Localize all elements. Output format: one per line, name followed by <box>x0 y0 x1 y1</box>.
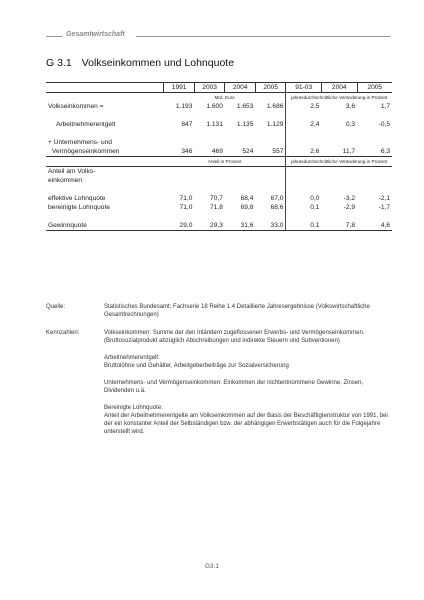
table-cell: 1.129 <box>266 121 284 128</box>
unit-label-change: jahresdurchschnittliche Veränderung in Prozent <box>286 93 392 103</box>
table-cell: 1.686 <box>266 103 284 110</box>
table-cell: 1.193 <box>175 103 193 110</box>
table-cell: 29,3 <box>194 221 225 231</box>
table-row <box>46 203 392 212</box>
definitions-key: Kennzahlen: <box>46 330 80 336</box>
page-number: G3.1 <box>204 563 220 570</box>
table-corner <box>46 83 164 93</box>
graphic-id: G 3.1 <box>46 57 72 69</box>
table-cell: 11,7 <box>321 147 357 157</box>
table-cell: 847 <box>181 121 193 128</box>
table-cell: 469 <box>194 147 225 157</box>
table-row <box>46 102 392 111</box>
source-key: Quelle: <box>46 304 66 310</box>
table-cell: 1,7 <box>380 103 390 110</box>
unit-row <box>46 93 392 103</box>
table-row <box>46 194 392 203</box>
row-label: + Unternehmens- und <box>48 139 112 146</box>
source-note <box>46 303 392 319</box>
notes-section <box>46 303 392 455</box>
year-header: 91-03 <box>286 83 322 93</box>
year-header: 2005 <box>255 83 286 93</box>
graphic-title <box>46 57 244 69</box>
table-row <box>46 120 392 129</box>
row-label: Vermögenseinkommen <box>46 147 164 157</box>
header-rule-left <box>46 36 62 37</box>
year-header: 1991 <box>164 83 195 93</box>
table-cell: 29,0 <box>164 221 195 231</box>
table-cell: 1.653 <box>236 103 254 110</box>
row-label: Volkseinkommen = <box>48 103 104 110</box>
table-cell: 70,7 <box>210 195 223 202</box>
header-rule-right <box>136 36 390 37</box>
table-row <box>46 221 392 231</box>
table-cell: 71,0 <box>179 195 193 202</box>
table-cell: 31,6 <box>225 221 256 231</box>
unit-row-share <box>46 157 392 167</box>
table-cell: 68,4 <box>240 195 254 202</box>
unit-label-change-2: jahresdurchschnittliche Veränderung in Prozent <box>286 157 392 167</box>
definition-heading: Bereinigte Lohnquote: <box>104 405 163 411</box>
table-cell: 3,6 <box>345 103 356 110</box>
table-cell: 524 <box>225 147 256 157</box>
year-header: 2003 <box>194 83 225 93</box>
table-cell: 69,8 <box>240 204 254 211</box>
table-row <box>46 147 392 157</box>
table-cell: 2,6 <box>286 147 322 157</box>
definitions-note <box>46 329 392 445</box>
income-table <box>46 82 392 231</box>
table-cell: -1,7 <box>378 204 390 211</box>
table-cell: 0,0 <box>286 194 322 203</box>
unit-label-abs: Mrd. Euro <box>214 95 235 100</box>
definition-text: Bruttolöhne und Gehälter, Arbeitgeberbeiträge zur Sozialversicherung <box>104 363 289 369</box>
row-label: effektive Lohnquote <box>48 195 106 202</box>
table-row <box>46 176 392 185</box>
table-cell: 7,8 <box>321 221 357 231</box>
table-cell: -2,1 <box>378 195 390 202</box>
row-label: bereinigte Lohnquote <box>48 204 110 211</box>
table-cell: 71,8 <box>210 204 223 211</box>
table-cell: 71,0 <box>179 204 193 211</box>
definition-paragraph <box>104 404 392 436</box>
table-row <box>46 167 392 177</box>
table-cell: 68,6 <box>270 204 284 211</box>
definition-heading: Arbeitnehmerentgelt: <box>104 355 160 361</box>
row-label: Arbeitnehmerentgelt <box>56 121 116 128</box>
definition-paragraph: Volkseinkommen: Summe der den Inländern zugeflossenen Erwerbs- und Vermögenseinkommen. (Bruttosozialprodukt abzüglich Abschreibungen und indirekte Steuern und Subventionen) <box>104 330 365 344</box>
section-label: einkommen <box>48 177 83 184</box>
table-cell: 0,1 <box>286 203 322 212</box>
source-text: Statistisches Bundesamt; Fachserie 18 Reihe 1.4 Detaillierte Jahresergebnisse (Volkswirtschaftliche Gesamtrechnungen) <box>104 304 370 318</box>
table-cell: -2,9 <box>343 204 356 211</box>
table-row <box>46 138 392 147</box>
table-cell: 6,3 <box>357 147 392 157</box>
table-cell: 1.135 <box>236 121 254 128</box>
table-cell: 1.131 <box>206 121 223 128</box>
year-header: 2004 <box>225 83 256 93</box>
table-cell: -3,2 <box>343 195 356 202</box>
row-label: Gewinnquote <box>46 221 164 231</box>
table-cell: 67,0 <box>270 195 284 202</box>
section-label: Anteil am Volks- <box>48 168 96 175</box>
table-cell: 33,0 <box>255 221 286 231</box>
year-header: 2004 <box>321 83 357 93</box>
table-cell: 0,1 <box>286 221 322 231</box>
header-section-title: Gesamtwirtschaft <box>66 31 125 38</box>
table-cell: 2,5 <box>286 102 322 111</box>
definition-paragraph <box>104 354 392 370</box>
table-cell: 557 <box>255 147 286 157</box>
year-header-row <box>46 83 392 93</box>
definition-text: Anteil der Arbeitnehmerentgelte am Volkseinkommen auf der Basis der Beschäftigtenstruktur von 1991, bei der ein konstanter Anteil der Selbständigen bzw. der abhängigen Erwerbstätigen auch für die Folgejahre unterstellt wird. <box>104 413 388 435</box>
graphic-title-text: Volkseinkommen und Lohnquote <box>81 57 235 69</box>
table-cell: 0,3 <box>345 121 356 128</box>
table-cell: 4,6 <box>357 221 392 231</box>
table-cell: 1.600 <box>206 103 223 110</box>
year-header: 2005 <box>357 83 392 93</box>
running-header <box>0 32 424 42</box>
unit-label-share: Anteil in Prozent <box>164 157 286 167</box>
definition-paragraph: Unternehmens- und Vermögenseinkommen: Einkommen der nichtentnommene Gewinne, Zinsen, Dividenden u.ä. <box>104 380 364 394</box>
table-cell: 2,4 <box>286 120 322 129</box>
table-cell: -0,5 <box>378 121 390 128</box>
table-cell: 346 <box>164 147 195 157</box>
